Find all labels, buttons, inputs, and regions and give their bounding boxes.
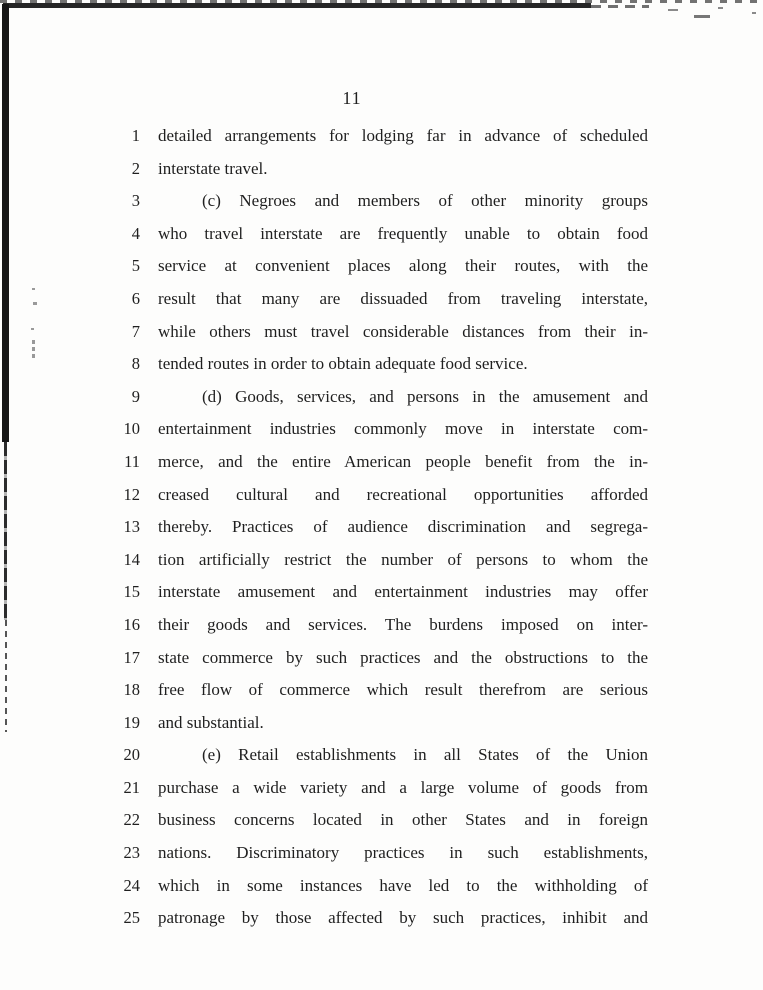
text-line	[100, 348, 648, 381]
text-line	[100, 870, 648, 903]
line-number: 5	[131, 256, 140, 276]
scan-speck	[32, 288, 35, 290]
line-number: 15	[123, 582, 140, 602]
text-line	[100, 316, 648, 349]
line-text: (e) Retail establishments in all States of the Union	[202, 745, 648, 765]
text-line	[100, 804, 648, 837]
line-number: 3	[131, 191, 140, 211]
line-number: 13	[123, 517, 140, 537]
line-number: 19	[123, 712, 140, 732]
text-line	[100, 739, 648, 772]
line-number: 23	[123, 843, 140, 863]
line-number: 25	[123, 908, 140, 928]
line-text: state commerce by such practices and the obstructions to the	[158, 647, 648, 667]
scan-speck	[752, 12, 756, 14]
scan-speck	[32, 340, 35, 358]
scan-speck	[33, 302, 37, 305]
line-number: 21	[123, 777, 140, 797]
scan-speck	[694, 15, 710, 18]
text-line	[100, 576, 648, 609]
line-text: nations. Discriminatory practices in such establishments,	[158, 843, 648, 863]
line-number: 10	[123, 419, 140, 439]
text-line	[100, 153, 648, 186]
text-line	[100, 609, 648, 642]
text-line	[100, 185, 648, 218]
line-text: tion artificially restrict the number of persons to whom the	[158, 549, 648, 569]
line-text: while others must travel considerable distances from their in-	[158, 321, 648, 341]
line-number: 1	[131, 126, 140, 145]
text-line	[100, 283, 648, 316]
document-body	[100, 120, 648, 935]
line-number: 6	[131, 288, 140, 308]
line-text: their goods and services. The burdens imposed on inter-	[158, 614, 648, 634]
line-text: detailed arrangements for lodging far in advance of scheduled	[158, 126, 648, 145]
line-text: result that many are dissuaded from traveling interstate,	[158, 288, 648, 308]
text-line	[100, 250, 648, 283]
scan-artifact-left-edge-bar	[2, 4, 9, 442]
line-text: which in some instances have led to the withholding of	[158, 875, 648, 895]
line-number: 4	[131, 223, 140, 243]
line-number: 2	[131, 158, 140, 178]
text-line	[100, 511, 648, 544]
scan-speck	[668, 9, 678, 11]
scan-speck	[31, 328, 34, 330]
line-text: patronage by those affected by such practices, inhibit and	[158, 908, 648, 928]
line-text: (d) Goods, services, and persons in the amusement and	[202, 386, 648, 406]
line-text: tended routes in order to obtain adequate food service.	[158, 354, 528, 374]
line-number: 17	[123, 647, 140, 667]
line-number: 9	[131, 386, 140, 406]
text-line	[100, 642, 648, 675]
line-number: 12	[123, 484, 140, 504]
line-text: interstate travel.	[158, 158, 268, 178]
line-text: purchase a wide variety and a large volume of goods from	[158, 777, 648, 797]
text-line	[100, 837, 648, 870]
text-line	[100, 413, 648, 446]
scan-artifact-left-edge-line	[4, 442, 7, 620]
line-text: merce, and the entire American people benefit from the in-	[158, 451, 648, 471]
scan-artifact-top-bar-extension	[591, 5, 649, 8]
text-line	[100, 120, 648, 153]
text-line	[100, 772, 648, 805]
text-line	[100, 446, 648, 479]
line-text: entertainment industries commonly move in interstate com-	[158, 419, 648, 439]
text-line	[100, 544, 648, 577]
text-line	[100, 381, 648, 414]
line-number: 20	[123, 745, 140, 765]
scan-artifact-top-bar	[3, 3, 591, 8]
line-number: 24	[123, 875, 140, 895]
line-text: (c) Negroes and members of other minority groups	[202, 191, 648, 211]
line-number: 22	[123, 810, 140, 830]
page-number: 11	[342, 88, 362, 108]
line-text: business concerns located in other States and in foreign	[158, 810, 648, 830]
text-line	[100, 218, 648, 251]
scan-speck	[718, 7, 723, 9]
line-number: 16	[123, 614, 140, 634]
scan-artifact-left-edge-faint	[5, 620, 7, 732]
line-number: 18	[123, 680, 140, 700]
line-text: thereby. Practices of audience discrimination and segrega-	[158, 517, 648, 537]
line-number: 11	[124, 451, 140, 471]
line-number: 14	[123, 549, 140, 569]
text-line	[100, 707, 648, 740]
text-line	[100, 902, 648, 935]
line-text: interstate amusement and entertainment industries may offer	[158, 582, 648, 602]
line-text: free flow of commerce which result therefrom are serious	[158, 680, 648, 700]
line-text: and substantial.	[158, 712, 264, 732]
line-number: 8	[131, 354, 140, 374]
line-text: creased cultural and recreational opportunities afforded	[158, 484, 648, 504]
text-line	[100, 674, 648, 707]
text-line	[100, 479, 648, 512]
line-text: who travel interstate are frequently unable to obtain food	[158, 223, 648, 243]
line-text: service at convenient places along their routes, with the	[158, 256, 648, 276]
line-number: 7	[131, 321, 140, 341]
